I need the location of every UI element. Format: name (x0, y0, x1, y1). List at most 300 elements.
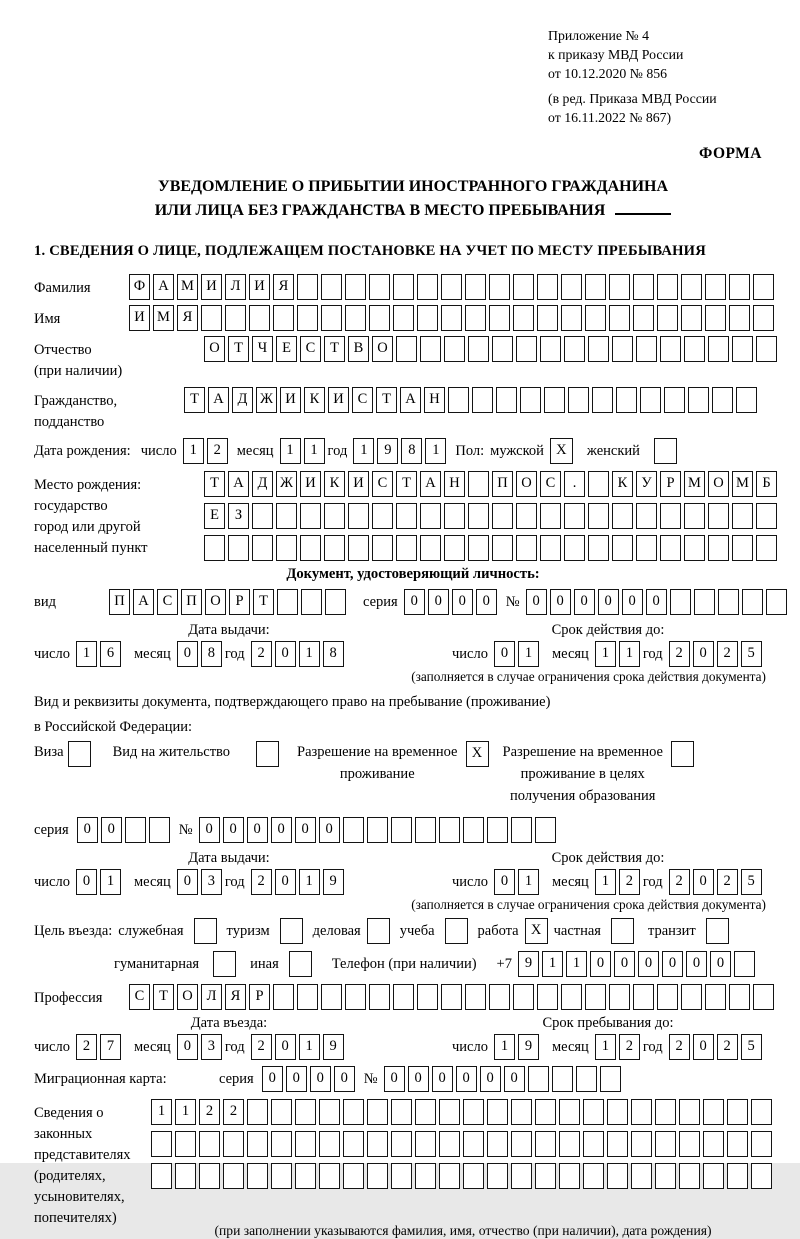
entry-dates (34, 1015, 792, 1060)
form-title-line1: УВЕДОМЛЕНИЕ О ПРИБЫТИИ ИНОСТРАННОГО ГРАЖДАНИНА (157, 178, 669, 196)
identity-issue-day-cells (76, 641, 124, 667)
form-cell: З (228, 503, 249, 529)
form-cell (708, 336, 729, 362)
form-cell: 1 (100, 869, 121, 895)
form-cell: 0 (476, 589, 497, 615)
purpose-other-checkbox (289, 951, 312, 977)
year-label: год (327, 442, 348, 459)
form-cell: Р (660, 471, 681, 497)
form-cell (301, 589, 322, 615)
form-cell: Я (273, 274, 294, 300)
form-cell (734, 951, 755, 977)
form-cell (535, 1131, 556, 1157)
form-cell: О (372, 336, 393, 362)
form-cell: 9 (518, 1034, 539, 1060)
entry-month-cells (177, 1034, 225, 1060)
form-cell (537, 305, 558, 331)
form-cell: 1 (299, 1034, 320, 1060)
form-cell (271, 1099, 292, 1125)
form-cell (511, 1163, 532, 1189)
form-cell: М (177, 274, 198, 300)
form-cell (297, 274, 318, 300)
form-cell (561, 984, 582, 1010)
form-cell: Т (396, 471, 417, 497)
identity-expiry-header: Срок действия до: (551, 622, 665, 639)
form-cell (396, 535, 417, 561)
form-cell (636, 535, 657, 561)
form-cell (367, 817, 388, 843)
form-cell: 0 (710, 951, 731, 977)
form-cell: Т (376, 387, 397, 413)
form-cell (742, 589, 763, 615)
purpose-tourism-checkbox (280, 918, 303, 944)
firstname-cells (129, 305, 777, 331)
residence-doc-options (34, 741, 792, 807)
form-cell: 1 (151, 1099, 172, 1125)
form-cell (756, 503, 777, 529)
form-cell: 3 (201, 1034, 222, 1060)
form-cell (396, 336, 417, 362)
form-cell (439, 1131, 460, 1157)
form-cell: 2 (223, 1099, 244, 1125)
form-cell (576, 1066, 597, 1092)
form-cell (345, 274, 366, 300)
form-cell (393, 274, 414, 300)
form-cell (319, 1163, 340, 1189)
purpose-official-checkbox (194, 918, 217, 944)
form-cell: И (249, 274, 270, 300)
form-cell (703, 1163, 724, 1189)
form-cell (766, 589, 787, 615)
form-cell: 1 (595, 641, 616, 667)
firstname-label: Имя (34, 311, 61, 328)
form-cell (684, 336, 705, 362)
form-cell: С (300, 336, 321, 362)
form-cell: Ж (256, 387, 277, 413)
blank-underline (615, 200, 671, 215)
form-cell: П (181, 589, 202, 615)
patronymic-label: Отчество (при наличии) (34, 342, 123, 380)
form-cell: Т (253, 589, 274, 615)
entry-day-cells (76, 1034, 124, 1060)
series-label: серия (363, 593, 398, 610)
form-cell: Т (324, 336, 345, 362)
form-cell: 2 (76, 1034, 97, 1060)
form-cell (297, 305, 318, 331)
form-cell (247, 1163, 268, 1189)
form-cell: 0 (319, 817, 340, 843)
form-cell (324, 503, 345, 529)
migration-card-label: Миграционная карта: (34, 1070, 167, 1087)
form-cell: 3 (201, 869, 222, 895)
appendix-line: Приложение № 4 (548, 28, 650, 43)
form-cell (277, 589, 298, 615)
form-cell: 0 (310, 1066, 331, 1092)
form-cell: 9 (323, 869, 344, 895)
form-cell (489, 305, 510, 331)
form-cell: И (300, 471, 321, 497)
form-cell (633, 305, 654, 331)
form-cell: Т (184, 387, 205, 413)
form-cell (732, 535, 753, 561)
form-cell (694, 589, 715, 615)
form-cell: А (208, 387, 229, 413)
form-cell: 1 (542, 951, 563, 977)
form-cell (688, 387, 709, 413)
surname-label: Фамилия (34, 280, 91, 297)
form-cell: 8 (323, 641, 344, 667)
patronymic-cells (204, 336, 780, 362)
form-cell (655, 1099, 676, 1125)
form-cell (540, 503, 561, 529)
form-cell (393, 305, 414, 331)
form-cell (559, 1099, 580, 1125)
form-cell (417, 984, 438, 1010)
form-cell: И (280, 387, 301, 413)
form-cell: И (328, 387, 349, 413)
purpose-other-label: иная (250, 955, 279, 972)
form-cell (657, 274, 678, 300)
form-cell (271, 1163, 292, 1189)
form-cell: 1 (175, 1099, 196, 1125)
form-cell (631, 1163, 652, 1189)
form-cell: 2 (207, 438, 228, 464)
form-cell (756, 336, 777, 362)
identity-doc-series-cells (404, 589, 500, 615)
form-cell: Н (444, 471, 465, 497)
form-cell: 0 (334, 1066, 355, 1092)
form-cell (439, 1099, 460, 1125)
residence-doc-intro: Вид и реквизиты документа, подтверждающего право на пребывание (проживание) в Российской Федерации: (34, 694, 551, 735)
form-cell: 0 (404, 589, 425, 615)
form-cell (561, 305, 582, 331)
form-cell (631, 1099, 652, 1125)
form-cell (496, 387, 517, 413)
form-cell (753, 305, 774, 331)
form-cell: 0 (275, 1034, 296, 1060)
form-cell: А (228, 471, 249, 497)
form-cell: 7 (100, 1034, 121, 1060)
visit-purpose-label: Цель въезда: (34, 922, 113, 939)
form-cell (321, 274, 342, 300)
temp-residence-permit-option: Разрешение на временное проживание X (297, 741, 488, 785)
form-cell (516, 503, 537, 529)
form-cell: 0 (408, 1066, 429, 1092)
form-cell (513, 305, 534, 331)
form-cell: 0 (77, 817, 98, 843)
form-cell (753, 984, 774, 1010)
form-cell: 0 (494, 869, 515, 895)
residence-expiry-note: (заполняется в случае ограничения срока действия документа) (411, 897, 766, 913)
form-cell: Л (201, 984, 222, 1010)
form-cell (657, 305, 678, 331)
appendix-line: от 16.11.2022 № 867) (548, 110, 672, 126)
form-cell (679, 1163, 700, 1189)
birthdate-day-cells (183, 438, 231, 464)
form-cell: 0 (295, 817, 316, 843)
form-cell (324, 535, 345, 561)
form-cell: 0 (452, 589, 473, 615)
form-cell: 0 (262, 1066, 283, 1092)
form-cell (372, 503, 393, 529)
form-cell (640, 387, 661, 413)
form-cell (544, 387, 565, 413)
form-cell (636, 503, 657, 529)
form-cell (225, 305, 246, 331)
form-cell: И (348, 471, 369, 497)
form-cell: 1 (304, 438, 325, 464)
entry-year-cells (251, 1034, 347, 1060)
form-cell (204, 535, 225, 561)
form-cell (319, 1099, 340, 1125)
form-cell: Д (252, 471, 273, 497)
form-cell: О (177, 984, 198, 1010)
form-cell (660, 535, 681, 561)
entry-date-header: Дата въезда: (190, 1015, 268, 1032)
phone-label: Телефон (при наличии) (331, 955, 477, 972)
form-cell (415, 1131, 436, 1157)
form-cell (444, 535, 465, 561)
form-cell: 1 (299, 641, 320, 667)
identity-doc-kind-row (34, 589, 792, 615)
form-cell (751, 1163, 772, 1189)
residence-expiry-day-cells (494, 869, 542, 895)
form-cell (583, 1131, 604, 1157)
birthplace-cells-row1 (204, 471, 780, 497)
residence-permit-option: Вид на жительство (113, 741, 279, 767)
form-cell (393, 984, 414, 1010)
form-cell: 0 (590, 951, 611, 977)
form-cell: . (564, 471, 585, 497)
form-cell: 0 (662, 951, 683, 977)
form-cell (729, 305, 750, 331)
form-cell: 1 (518, 869, 539, 895)
form-cell: 2 (619, 869, 640, 895)
form-cell: 0 (686, 951, 707, 977)
form-cell: 1 (566, 951, 587, 977)
surname-row (34, 274, 792, 300)
form-cell (583, 1163, 604, 1189)
form-cell (487, 1163, 508, 1189)
form-cell (199, 1163, 220, 1189)
purpose-tourism-label: туризм (226, 922, 270, 939)
form-cell (588, 535, 609, 561)
form-cell: 8 (401, 438, 422, 464)
series-label: серия (219, 1070, 254, 1087)
form-cell: 1 (619, 641, 640, 667)
form-cell (415, 1099, 436, 1125)
visa-option: Виза (34, 741, 91, 767)
form-cell: 0 (384, 1066, 405, 1092)
form-cell: 5 (741, 1034, 762, 1060)
form-cell (585, 274, 606, 300)
form-cell (612, 503, 633, 529)
form-cell: 5 (741, 641, 762, 667)
form-cell: Е (276, 336, 297, 362)
form-cell: 9 (377, 438, 398, 464)
form-cell (612, 336, 633, 362)
form-cell (125, 817, 146, 843)
residence-expiry-date: число 0 1 месяц 1 2 год 2 0 2 5 (424, 869, 792, 895)
form-cell (679, 1099, 700, 1125)
identity-expiry-note: (заполняется в случае ограничения срока действия документа) (411, 669, 766, 685)
form-cell: 0 (504, 1066, 525, 1092)
form-cell (703, 1099, 724, 1125)
form-cell (559, 1163, 580, 1189)
form-cell: 0 (177, 641, 198, 667)
form-cell: 0 (693, 641, 714, 667)
form-cell (367, 1099, 388, 1125)
form-cell: С (129, 984, 150, 1010)
form-cell: М (732, 471, 753, 497)
form-cell (439, 817, 460, 843)
form-cell (681, 274, 702, 300)
form-cell (568, 387, 589, 413)
form-cell: О (204, 336, 225, 362)
form-cell: Т (228, 336, 249, 362)
form-cell (492, 336, 513, 362)
purpose-humanitarian-label: гуманитарная (114, 955, 200, 972)
birthplace-cells-row3 (204, 535, 780, 561)
form-cell: 0 (693, 869, 714, 895)
form-cell (472, 387, 493, 413)
form-cell (540, 535, 561, 561)
gender-label: Пол: (455, 442, 485, 459)
migration-card-series-cells (262, 1066, 358, 1092)
form-cell (712, 387, 733, 413)
guardians-cells-row3 (151, 1163, 775, 1189)
form-cell: 0 (275, 641, 296, 667)
form-cell (391, 1163, 412, 1189)
form-cell (708, 535, 729, 561)
form-cell (300, 535, 321, 561)
form-cell (592, 387, 613, 413)
form-cell (705, 984, 726, 1010)
number-label: № (363, 1070, 378, 1087)
firstname-row (34, 305, 792, 331)
form-cell (520, 387, 541, 413)
form-cell: 9 (323, 1034, 344, 1060)
identity-doc-dates (34, 622, 792, 685)
form-cell: 0 (199, 817, 220, 843)
form-cell: О (205, 589, 226, 615)
stay-month-cells (595, 1034, 643, 1060)
purpose-transit-checkbox (706, 918, 729, 944)
form-cell: 1 (353, 438, 374, 464)
form-cell (343, 1099, 364, 1125)
form-cell: 1 (425, 438, 446, 464)
form-cell: 0 (432, 1066, 453, 1092)
form-cell (513, 274, 534, 300)
form-cell (468, 471, 489, 497)
form-cell (420, 535, 441, 561)
form-cell (247, 1131, 268, 1157)
gender-male-label: мужской (490, 442, 544, 459)
gender-female-label: женский (586, 442, 640, 459)
form-cell (600, 1066, 621, 1092)
form-cell (729, 274, 750, 300)
form-cell (751, 1131, 772, 1157)
form-cell (273, 984, 294, 1010)
form-cell (420, 336, 441, 362)
form-cell: 1 (76, 641, 97, 667)
form-cell (540, 336, 561, 362)
form-cell (444, 336, 465, 362)
form-cell (343, 817, 364, 843)
form-cell (489, 984, 510, 1010)
form-cell (631, 1131, 652, 1157)
form-cell (753, 274, 774, 300)
form-cell: Л (225, 274, 246, 300)
migration-card-row (34, 1066, 792, 1092)
form-cell (201, 305, 222, 331)
form-cell: 0 (177, 869, 198, 895)
stay-year-cells (669, 1034, 765, 1060)
purpose-study-checkbox (445, 918, 468, 944)
form-cell (718, 589, 739, 615)
form-cell: К (324, 471, 345, 497)
form-cell (295, 1163, 316, 1189)
phone-prefix: +7 (496, 955, 512, 972)
purpose-work-label: работа (477, 922, 519, 939)
form-cell: С (540, 471, 561, 497)
form-cell: 0 (526, 589, 547, 615)
form-cell (348, 535, 369, 561)
form-cell: 6 (100, 641, 121, 667)
form-cell (149, 817, 170, 843)
form-cell: 0 (646, 589, 667, 615)
form-cell (369, 274, 390, 300)
form-cell (583, 1099, 604, 1125)
form-cell: В (348, 336, 369, 362)
form-cell (273, 305, 294, 331)
form-cell (252, 535, 273, 561)
visit-purpose-row2 (34, 951, 792, 977)
form-cell: С (352, 387, 373, 413)
profession-label: Профессия (34, 990, 103, 1007)
form-cell (588, 471, 609, 497)
form-cell: 0 (177, 1034, 198, 1060)
form-cell (609, 305, 630, 331)
form-cell: М (684, 471, 705, 497)
form-cell (391, 817, 412, 843)
form-cell: О (516, 471, 537, 497)
form-cell (343, 1163, 364, 1189)
form-cell (588, 503, 609, 529)
guardians-note: (при заполнении указываются фамилия, имя, отчество (при наличии), дата рождения) (214, 1223, 712, 1239)
residence-issue-month-cells (177, 869, 225, 895)
form-cell (492, 503, 513, 529)
identity-doc-kind-label: вид (34, 593, 56, 610)
residence-issue-header: Дата выдачи: (188, 850, 270, 867)
form-cell (670, 589, 691, 615)
series-label: серия (34, 821, 69, 838)
form-cell (705, 305, 726, 331)
form-cell (609, 984, 630, 1010)
form-cell: Т (153, 984, 174, 1010)
form-cell: 0 (614, 951, 635, 977)
form-cell (732, 503, 753, 529)
form-cell (729, 984, 750, 1010)
form-cell (276, 535, 297, 561)
purpose-business-label: деловая (312, 922, 361, 939)
form-cell: 1 (494, 1034, 515, 1060)
section1-heading: 1. СВЕДЕНИЯ О ЛИЦЕ, ПОДЛЕЖАЩЕМ ПОСТАНОВКЕ НА УЧЕТ ПО МЕСТУ ПРЕБЫВАНИЯ (34, 243, 706, 260)
form-cell (655, 1131, 676, 1157)
identity-issue-date: число 1 6 месяц 0 8 год 2 0 1 8 (34, 641, 424, 667)
form-cell (684, 503, 705, 529)
birthdate-row (34, 438, 792, 464)
